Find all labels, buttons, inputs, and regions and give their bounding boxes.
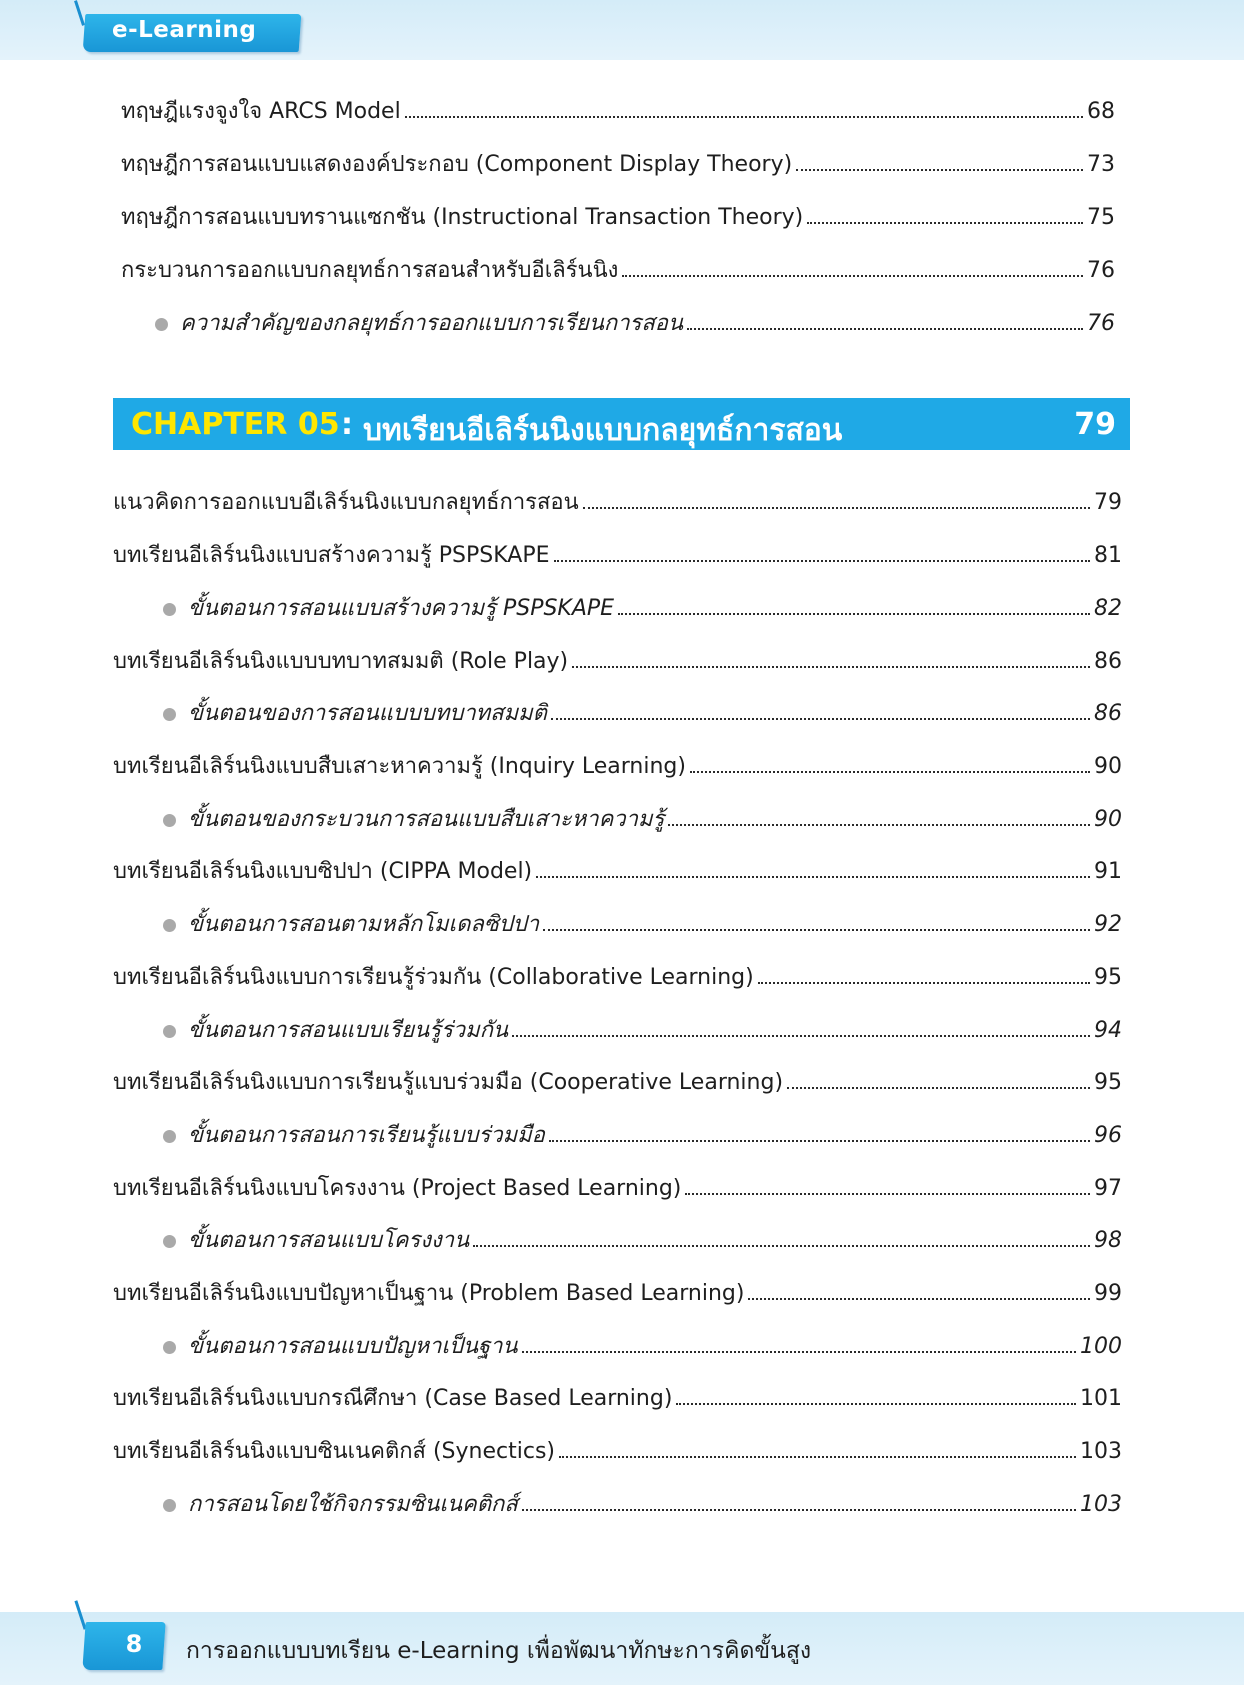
toc-subentry[interactable] <box>163 1327 1122 1367</box>
dot-leader <box>758 982 1090 984</box>
bullet-icon <box>163 1130 176 1143</box>
toc-entry-page: 75 <box>1087 205 1115 230</box>
dot-leader <box>690 771 1090 773</box>
toc-entry-label: บทเรียนอีเลิร์นนิงแบบบทบาทสมมติ (Role Play) <box>113 649 569 674</box>
toc-entry-label: ทฤษฎีแรงจูงใจ ARCS Model <box>121 99 401 124</box>
toc-entry[interactable] <box>113 1169 1122 1209</box>
dot-leader <box>676 1403 1076 1405</box>
bullet-icon <box>163 919 176 932</box>
toc-entry-page: 101 <box>1080 1386 1122 1411</box>
toc-entry[interactable] <box>113 747 1122 787</box>
toc-entry[interactable] <box>113 1063 1122 1103</box>
toc-entry-page: 92 <box>1094 912 1122 937</box>
toc-entry-page: 79 <box>1094 490 1122 515</box>
toc-entry-label: บทเรียนอีเลิร์นนิงแบบสร้างความรู้ PSPSKAPE <box>113 543 550 568</box>
dot-leader <box>559 1456 1076 1458</box>
dot-leader <box>543 929 1090 931</box>
toc-entry-label: บทเรียนอีเลิร์นนิงแบบปัญหาเป็นฐาน (Problem Based Learning) <box>113 1281 745 1306</box>
toc-entry-page: 90 <box>1094 754 1122 779</box>
toc-entry-page: 96 <box>1094 1123 1122 1148</box>
toc-entry-label: บทเรียนอีเลิร์นนิงแบบกรณีศึกษา (Case Based Learning) <box>113 1386 673 1411</box>
toc-entry-label: บทเรียนอีเลิร์นนิงแบบโครงงาน (Project Based Learning) <box>113 1176 682 1201</box>
toc-entry-label: ขั้นตอนการสอนตามหลักโมเดลซิปปา <box>188 912 540 937</box>
dot-leader <box>807 222 1083 224</box>
toc-entry-label: ขั้นตอนการสอนแบบสร้างความรู้ PSPSKAPE <box>188 596 615 621</box>
dot-leader <box>522 1351 1076 1353</box>
dot-leader <box>748 1298 1090 1300</box>
toc-entry[interactable] <box>113 642 1122 682</box>
book-title: การออกแบบบทเรียน e-Learning เพื่อพัฒนาทักษะการคิดขั้นสูง <box>186 1638 812 1664</box>
toc-entry[interactable] <box>113 958 1122 998</box>
dot-leader <box>622 275 1083 277</box>
toc-entry-label: ขั้นตอนการสอนแบบเรียนรู้ร่วมกัน <box>188 1018 509 1043</box>
toc-entry-label: ขั้นตอนของการสอนแบบบทบาทสมมติ <box>188 701 547 726</box>
toc-entry-label: บทเรียนอีเลิร์นนิงแบบสืบเสาะหาความรู้ (Inquiry Learning) <box>113 754 686 779</box>
toc-subentry[interactable] <box>163 1116 1122 1156</box>
toc-entry-page: 97 <box>1094 1176 1122 1201</box>
toc-entry-page: 76 <box>1087 258 1115 283</box>
toc-entry-page: 95 <box>1094 965 1122 990</box>
dot-leader <box>549 1140 1090 1142</box>
dot-leader <box>787 1087 1090 1089</box>
toc-entry[interactable] <box>113 1432 1122 1472</box>
header-tab-label: e-Learning <box>112 17 257 43</box>
toc-entry-label: กระบวนการออกแบบกลยุทธ์การสอนสำหรับอีเลิร์นนิง <box>121 258 619 283</box>
bullet-icon <box>163 1025 176 1038</box>
toc-entry-label: บทเรียนอีเลิร์นนิงแบบการเรียนรู้แบบร่วมมือ (Cooperative Learning) <box>113 1070 784 1095</box>
toc-subentry[interactable] <box>163 1485 1122 1525</box>
toc-entry-label: บทเรียนอีเลิร์นนิงแบบซิปปา (CIPPA Model) <box>113 859 533 884</box>
toc-entry-page: 90 <box>1094 807 1122 832</box>
toc-entry[interactable] <box>121 198 1115 238</box>
dot-leader <box>522 1509 1076 1511</box>
toc-entry[interactable] <box>121 145 1115 185</box>
chapter-page: 79 <box>1074 407 1116 442</box>
toc-entry-page: 76 <box>1087 311 1115 336</box>
toc-entry-label: ความสำคัญของกลยุทธ์การออกแบบการเรียนการสอน <box>180 311 684 336</box>
page-number: 8 <box>125 1630 143 1658</box>
dot-leader <box>551 718 1090 720</box>
bullet-icon <box>155 318 168 331</box>
bullet-icon <box>163 708 176 721</box>
dot-leader <box>583 507 1090 509</box>
dot-leader <box>668 824 1090 826</box>
bullet-icon <box>163 1499 176 1512</box>
dot-leader <box>512 1035 1090 1037</box>
dot-leader <box>554 560 1091 562</box>
toc-subentry[interactable] <box>163 905 1122 945</box>
chapter-separator: : <box>341 407 353 442</box>
toc-entry-page: 103 <box>1080 1492 1122 1517</box>
toc-entry-page: 81 <box>1094 543 1122 568</box>
toc-entry-label: ขั้นตอนของกระบวนการสอนแบบสืบเสาะหาความรู้ <box>188 807 665 832</box>
toc-subentry[interactable] <box>163 1221 1122 1261</box>
toc-entry-page: 86 <box>1094 649 1122 674</box>
toc-entry-page: 86 <box>1094 701 1122 726</box>
toc-entry[interactable] <box>113 852 1122 892</box>
toc-entry[interactable] <box>121 92 1115 132</box>
bullet-icon <box>163 1235 176 1248</box>
toc-entry[interactable] <box>113 1379 1122 1419</box>
toc-entry[interactable] <box>113 483 1122 523</box>
toc-entry-page: 100 <box>1080 1334 1122 1359</box>
toc-entry[interactable] <box>121 251 1115 291</box>
toc-entry-label: บทเรียนอีเลิร์นนิงแบบการเรียนรู้ร่วมกัน (Collaborative Learning) <box>113 965 754 990</box>
dot-leader <box>536 876 1090 878</box>
toc-entry-page: 103 <box>1080 1439 1122 1464</box>
toc-entry-label: ขั้นตอนการสอนแบบปัญหาเป็นฐาน <box>188 1334 518 1359</box>
toc-entry-page: 95 <box>1094 1070 1122 1095</box>
chapter-title: บทเรียนอีเลิร์นนิงแบบกลยุทธ์การสอน <box>363 413 843 448</box>
toc-subentry[interactable] <box>163 800 1122 840</box>
toc-subentry[interactable] <box>155 304 1115 344</box>
chapter-heading[interactable] <box>113 398 1130 450</box>
toc-entry[interactable] <box>113 536 1122 576</box>
dot-leader <box>685 1193 1090 1195</box>
toc-subentry[interactable] <box>163 589 1122 629</box>
dot-leader <box>473 1245 1090 1247</box>
chapter-label: CHAPTER 05 <box>131 407 340 442</box>
dot-leader <box>405 116 1083 118</box>
toc-entry-page: 94 <box>1094 1018 1122 1043</box>
toc-entry-label: ขั้นตอนการสอนการเรียนรู้แบบร่วมมือ <box>188 1123 545 1148</box>
bullet-icon <box>163 1341 176 1354</box>
toc-entry-page: 82 <box>1094 596 1122 621</box>
toc-entry[interactable] <box>113 1274 1122 1314</box>
toc-entry-label: ทฤษฎีการสอนแบบแสดงองค์ประกอบ (Component Display Theory) <box>121 152 793 177</box>
bullet-icon <box>163 814 176 827</box>
toc-entry-label: ทฤษฎีการสอนแบบทรานแซกชัน (Instructional Transaction Theory) <box>121 205 804 230</box>
bullet-icon <box>163 603 176 616</box>
toc-entry-page: 98 <box>1094 1228 1122 1253</box>
toc-entry-page: 68 <box>1087 99 1115 124</box>
toc-entry-label: ขั้นตอนการสอนแบบโครงงาน <box>188 1228 470 1253</box>
toc-entry-page: 99 <box>1094 1281 1122 1306</box>
dot-leader <box>796 169 1083 171</box>
toc-subentry[interactable] <box>163 1011 1122 1051</box>
dot-leader <box>572 666 1090 668</box>
dot-leader <box>618 613 1090 615</box>
toc-entry-label: บทเรียนอีเลิร์นนิงแบบซินเนคติกส์ (Synectics) <box>113 1439 555 1464</box>
toc-entry-label: การสอนโดยใช้กิจกรรมซินเนคติกส์ <box>188 1492 518 1517</box>
toc-entry-page: 73 <box>1087 152 1115 177</box>
dot-leader <box>687 328 1083 330</box>
toc-entry-label: แนวคิดการออกแบบอีเลิร์นนิงแบบกลยุทธ์การสอน <box>113 490 579 515</box>
toc-subentry[interactable] <box>163 694 1122 734</box>
toc-entry-page: 91 <box>1094 859 1122 884</box>
